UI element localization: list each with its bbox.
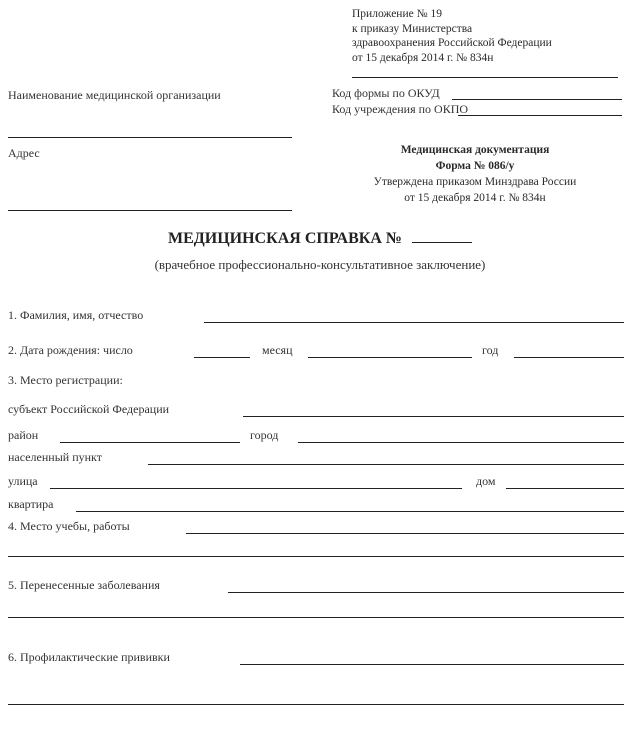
house-label: дом (476, 474, 496, 488)
certificate-number-line[interactable] (412, 242, 472, 243)
approval-line: от 15 декабря 2014 г. № 834н (352, 51, 494, 64)
page-title (0, 230, 640, 248)
approval-block (352, 7, 552, 65)
dob-month-line[interactable] (308, 357, 472, 358)
vaccinations-line-2[interactable] (8, 704, 624, 705)
med-doc-line: от 15 декабря 2014 г. № 834н (404, 192, 546, 204)
subject-line[interactable] (243, 416, 624, 417)
street-line[interactable] (50, 488, 462, 489)
dob-year-label: год (482, 343, 499, 357)
locality-label: населенный пункт (8, 450, 102, 464)
approval-line: к приказу Министерства (352, 22, 473, 35)
approval-underline (352, 77, 618, 78)
apartment-label: квартира (8, 497, 54, 511)
med-doc-line: Утверждена приказом Минздрава России (373, 176, 577, 188)
vaccinations-line[interactable] (240, 664, 624, 665)
med-doc-block (335, 143, 615, 207)
study-work-line[interactable] (186, 533, 624, 534)
study-work-label: 4. Место учебы, работы (8, 519, 130, 533)
title-text: МЕДИЦИНСКАЯ СПРАВКА № (167, 230, 402, 247)
street-label: улица (8, 474, 38, 488)
codes-block (332, 86, 468, 118)
address-label: Адрес (8, 146, 40, 160)
vaccinations-label: 6. Профилактические прививки (8, 650, 170, 664)
diseases-label: 5. Перенесенные заболевания (8, 578, 160, 592)
okud-label: Код формы по ОКУД (332, 86, 440, 100)
district-label: район (8, 428, 39, 442)
city-label: город (250, 428, 279, 442)
approval-line: Приложение № 19 (352, 8, 442, 20)
city-line[interactable] (298, 442, 624, 443)
med-doc-line: Медицинская документация (400, 144, 550, 156)
address-line[interactable] (8, 210, 292, 211)
house-line[interactable] (506, 488, 624, 489)
okud-line[interactable] (452, 99, 622, 100)
diseases-line[interactable] (228, 592, 624, 593)
district-line[interactable] (60, 442, 240, 443)
apartment-line[interactable] (76, 511, 624, 512)
dob-day-label: 2. Дата рождения: число (8, 343, 133, 357)
diseases-line-2[interactable] (8, 617, 624, 618)
page-subtitle: (врачебное профессионально-консультативное заключение) (154, 257, 486, 272)
dob-year-line[interactable] (514, 357, 624, 358)
org-name-line[interactable] (8, 137, 292, 138)
locality-line[interactable] (148, 464, 624, 465)
subject-label: субъект Российской Федерации (8, 402, 170, 416)
fio-line[interactable] (204, 322, 624, 323)
med-doc-line: Форма № 086/у (435, 160, 515, 172)
okpo-label: Код учреждения по ОКПО (332, 102, 469, 116)
dob-day-line[interactable] (194, 357, 250, 358)
fio-label: 1. Фамилия, имя, отчество (8, 308, 144, 322)
okpo-line[interactable] (458, 115, 622, 116)
study-work-line-2[interactable] (8, 556, 624, 557)
reg-label: 3. Место регистрации: (8, 373, 123, 387)
org-name-label: Наименование медицинской организации (8, 88, 221, 102)
dob-month-label: месяц (262, 343, 293, 357)
approval-line: здравоохранения Российской Федерации (352, 37, 552, 49)
